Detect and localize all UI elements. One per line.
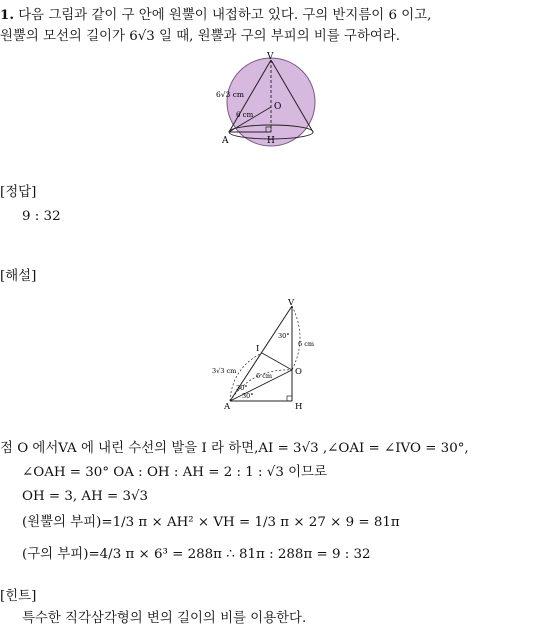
solution-line-5: (구의 부피)=4/3 π × 6³ = 288π ∴ 81π : 288π = 9 : 32 — [22, 547, 371, 562]
solution-header: [해설] — [0, 269, 37, 284]
cs-right-angle — [287, 396, 292, 401]
label-A: A — [222, 136, 229, 146]
problem-text-2b: 6√3 — [129, 29, 155, 44]
solution-line-1: 점 O 에서VA 에 내린 수선의 발을 I 라 하면,AI = 3√3 ,∠OAI = ∠IVO = 30°, — [0, 441, 469, 456]
answer-header: [정답] — [0, 185, 37, 200]
cs-label-I: I — [256, 344, 260, 354]
label-radius: 6 cm — [236, 111, 254, 119]
cs-arc-right — [292, 306, 300, 370]
problem-text-2a: 원뿔의 모선의 길이가 — [0, 29, 130, 44]
problem-number: 1. — [0, 7, 14, 23]
problem-text-2c: 일 때, 원뿔과 구의 부피의 비를 구하여라. — [154, 29, 401, 44]
cs-label-slant: 3√3 cm — [212, 367, 237, 375]
hint-text: 특수한 직각삼각형의 변의 길이의 비를 이용한다. — [22, 611, 307, 626]
cs-OI — [262, 353, 292, 370]
cs-label-A: A — [224, 402, 231, 412]
cs-label-30-bot: 30° — [242, 392, 254, 400]
label-O: O — [274, 102, 282, 112]
solution-line-4: (원뿔의 부피)=1/3 π × AH² × VH = 1/3 π × 27 × 9 = 81π — [22, 515, 400, 530]
problem-line-1 — [0, 6, 431, 25]
cs-label-6cm-mid: 6 cm — [256, 372, 273, 380]
label-H: H — [267, 136, 275, 146]
cs-label-30-mid: 30° — [236, 384, 248, 392]
answer-value: 9 : 32 — [22, 209, 61, 224]
label-V: V — [267, 52, 274, 62]
hint-header: [힌트] — [0, 589, 37, 604]
cs-label-H: H — [295, 402, 303, 412]
label-slant: 6√3 cm — [216, 90, 245, 99]
problem-line-2 — [0, 28, 400, 46]
solution-line-3: OH = 3, AH = 3√3 — [22, 489, 149, 504]
cs-label-V: V — [288, 298, 295, 308]
figure-cross-section — [212, 298, 332, 416]
solution-line-2: ∠OAH = 30° OA : OH : AH = 2 : 1 : √3 이므로 — [22, 465, 327, 480]
cs-label-30-top: 30° — [278, 332, 290, 340]
cs-label-6cm-right: 6 cm — [298, 340, 315, 348]
cs-label-O: O — [295, 367, 302, 377]
figure-cone-in-sphere — [210, 52, 330, 152]
problem-text-1: 다음 그림과 같이 구 안에 원뿔이 내접하고 있다. 구의 반지름이 6 이고, — [18, 8, 432, 23]
